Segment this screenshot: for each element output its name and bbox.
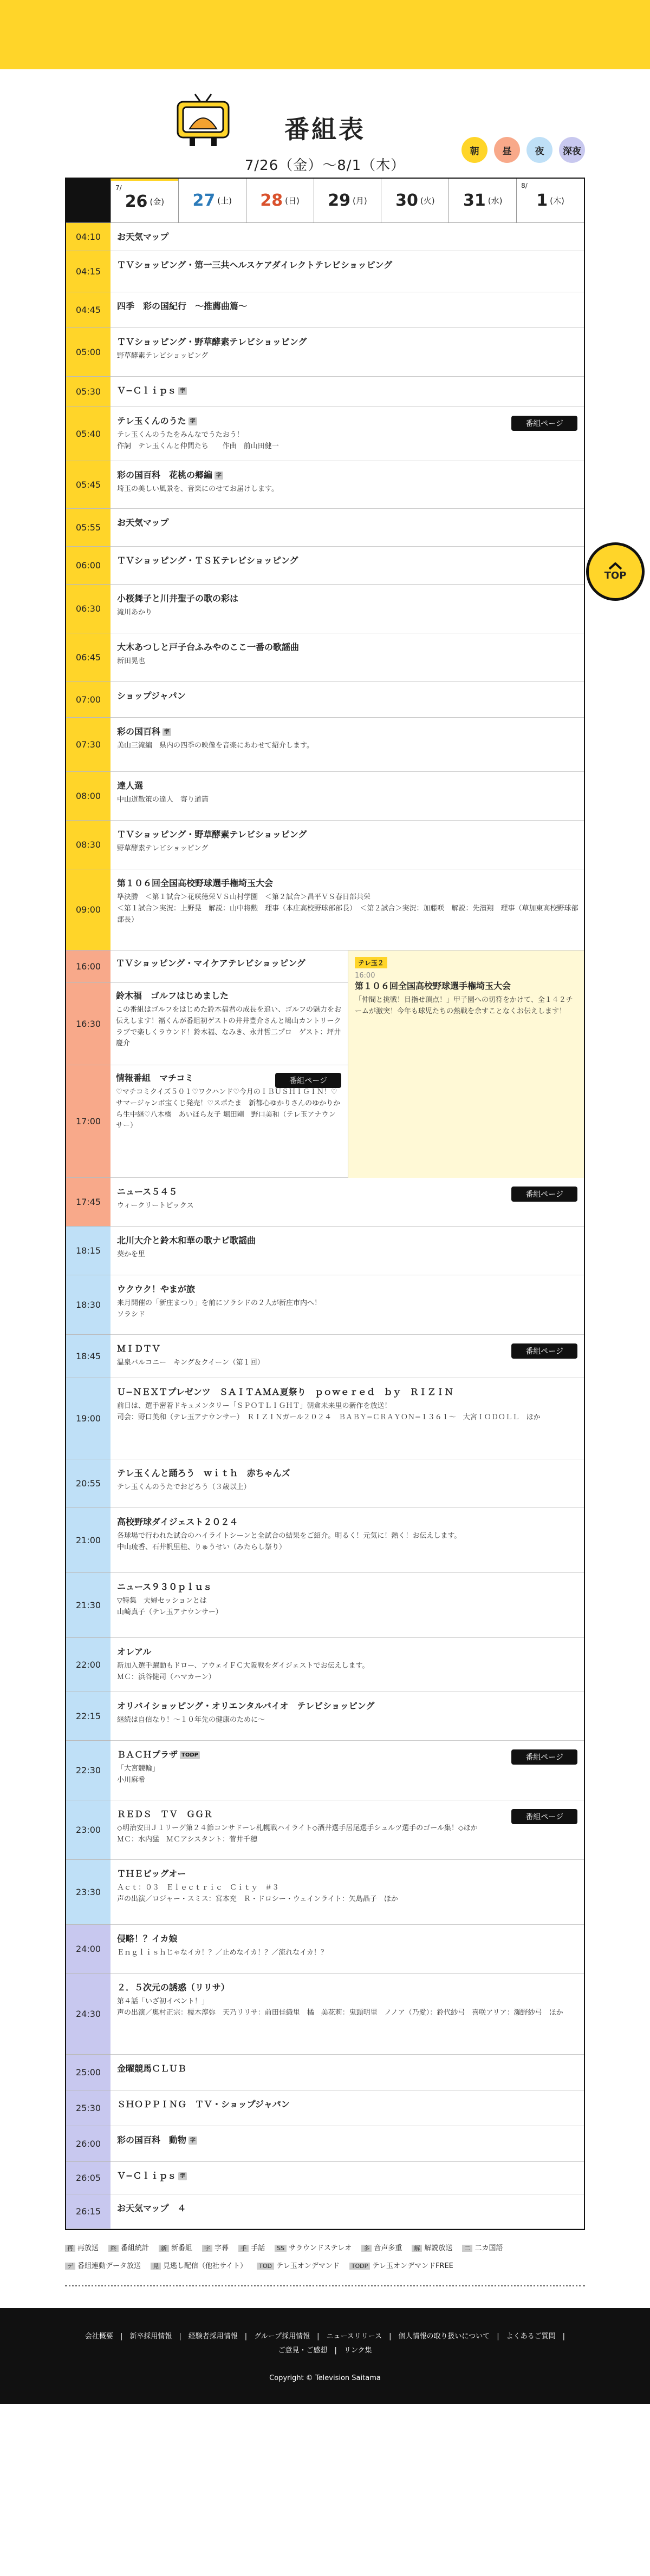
legend-item <box>349 2259 453 2275</box>
time-cell: 04:15 <box>66 251 110 292</box>
program-desc: 野草酵素テレビショッピング <box>117 844 209 853</box>
program-item[interactable] <box>110 1275 584 1335</box>
program-title: 大木あつしと戸子台ふみやのここ一番の歌謡曲 <box>117 642 300 652</box>
program-page-button[interactable]: 番組ページ <box>511 1187 577 1202</box>
legend-badge: 手 <box>238 2245 249 2252</box>
legend-item <box>361 2241 402 2257</box>
program-title: ウクウク！やまが旅 <box>117 1284 196 1294</box>
program-desc: 中山道散策の達人 寄り道篇 <box>117 796 209 804</box>
time-cell: 23:00 <box>66 1800 110 1860</box>
legend-item <box>238 2241 265 2257</box>
day-weekday: (火) <box>420 196 435 206</box>
time-cell: 06:00 <box>66 547 110 585</box>
time-cell: 19:00 <box>66 1378 110 1459</box>
day-number: 29 <box>328 191 351 210</box>
program-item[interactable] <box>110 251 584 292</box>
date-range: 7/26（金）〜8/1（木） <box>244 158 406 174</box>
program-title: ＴＶショッピング・マイケアテレビショッピング <box>116 958 306 968</box>
day-weekday: (水) <box>487 196 503 206</box>
program-item[interactable] <box>110 1860 584 1925</box>
program-title: Ｕ−ＮＥＸＴプレゼンツ ＳＡＩＴＡＭＡ夏祭り ｐｏｗｅｒｅｄ ｂｙ ＲＩＺＩＮ <box>117 1387 453 1397</box>
legend-item <box>257 2259 340 2275</box>
program-title: ２．５次元の誘惑（リリサ） <box>117 1982 230 1992</box>
program-title: オリバイショッピング・オリエンタルバイオ テレビショッピング <box>117 1701 375 1711</box>
program-title: ＴＨＥビッグオー <box>117 1869 186 1879</box>
day-weekday: (金) <box>150 197 165 207</box>
time-cell: 06:45 <box>66 633 110 682</box>
program-item[interactable] <box>110 633 584 682</box>
tod-button[interactable]: 夜 <box>526 137 552 163</box>
legend-item <box>65 2259 141 2275</box>
legend-item <box>202 2241 229 2257</box>
program-title: ニュース９３０ｐｌｕｓ <box>117 1582 212 1592</box>
day-number: 27 <box>192 191 216 210</box>
program-desc: 第４話「いざ初イベント！」 声の出演／奥村正宗：榎木淳弥 天乃リリサ：前田佳織里 橘 美花莉：鬼頭明里 ノノア（乃愛）：鈴代紗弓 喜咲アリア：瀬野紗弓 ほか <box>117 1997 563 2017</box>
time-cell: 05:45 <box>66 461 110 509</box>
day-weekday: (木) <box>550 196 564 206</box>
time-cell: 22:00 <box>66 1638 110 1692</box>
program-page-button[interactable]: 番組ページ <box>275 1073 341 1088</box>
time-cell: 21:30 <box>66 1573 110 1638</box>
program-title: お天気マップ <box>117 517 169 528</box>
program-title: 情報番組 マチコミ <box>116 1073 194 1083</box>
legend-label: 見逃し配信（他社サイト） <box>163 2262 248 2270</box>
program-title: テレ玉くんのうた 字 <box>117 415 578 428</box>
program-desc: 継続は自信なり！〜１０年先の健康のために〜 <box>117 1716 265 1724</box>
program-item[interactable] <box>110 461 584 509</box>
program-title: 彩の国百科 字 <box>117 725 578 738</box>
program-item[interactable] <box>110 1925 584 1974</box>
tod-button[interactable]: 深夜 <box>559 137 585 163</box>
program-desc: 葵かを里 <box>117 1250 146 1258</box>
legend-badge: 字 <box>202 2245 212 2252</box>
time-cell: 05:55 <box>66 509 110 547</box>
legend-badge: 再 <box>65 2245 75 2252</box>
time-cell: 07:30 <box>66 718 110 772</box>
program-desc: 前日は、選手密着ドキュメンタリー「ＳＰＯＴＬＩＧＨＴ」朝倉未来里の新作を放送！ 司会：野口美和（テレ玉アナウンサー） ＲＩＺＩＮガール２０２４ ＢＡＢＹ−ＣＲＡＹＯＮ−１３６１〜 大宮ＩＯＤＯＬＬ ほか <box>117 1402 541 1421</box>
legend-badge: TODP <box>349 2263 370 2270</box>
program-item[interactable] <box>110 1065 348 1178</box>
legend-badge: 二 <box>462 2245 472 2252</box>
legend-item <box>151 2259 247 2275</box>
legend-badge: デ <box>65 2263 75 2270</box>
footer <box>0 2308 650 2404</box>
program-desc: 「大宮競輪」 小川麻希 <box>117 1765 160 1784</box>
program-item[interactable] <box>110 1459 584 1508</box>
program-title: ＲＥＤＳ ＴＶ ＧＧＲ <box>117 1809 213 1819</box>
program-item[interactable] <box>110 292 584 328</box>
time-cell: 07:00 <box>66 682 110 718</box>
chevron-up-icon <box>608 562 622 570</box>
time-cell: 23:30 <box>66 1860 110 1925</box>
legend-label: 番組統計 <box>121 2244 150 2252</box>
time-cell: 20:55 <box>66 1459 110 1508</box>
program-title: 彩の国百科 花桃の郷編 字 <box>117 469 578 482</box>
program-item[interactable] <box>110 509 584 547</box>
top-band <box>0 0 650 69</box>
program-title: 達人選 <box>117 781 144 791</box>
time-cell: 09:00 <box>66 869 110 951</box>
program-desc: Ａｃｔ：０３ Ｅｌｅｃｔｒｉｃ Ｃｉｔｙ ＃３ 声の出演／ロジャー・スミス：宮本充 Ｒ・ドロシー・ウェインライト：矢島晶子 ほか <box>117 1884 398 1903</box>
day-month: 8/ <box>521 182 528 189</box>
legend-label: 番組連動データ放送 <box>77 2262 141 2270</box>
day-number: 28 <box>260 191 283 210</box>
program-desc: ◇明治安田Ｊ１リーグ第２４節コンサドーレ札幌戦ハイライト◇酒井選手居尾選手シュルツ選手のゴール集！◇ほか ＭＣ：水内猛 ＭＣアシスタント：菅井千穂 <box>117 1824 478 1844</box>
program-title: ショップジャパン <box>117 691 186 701</box>
legend-item <box>275 2241 352 2257</box>
program-title: 金曜競馬ＣＬＵＢ <box>117 2063 187 2074</box>
program-desc: 来月開催の「新庄まつり」を前にソラシドの２人が新庄市内へ！ ソラシド <box>117 1299 322 1319</box>
program-item[interactable] <box>110 328 584 377</box>
legend-label: テレ玉オンデマンド <box>276 2262 340 2270</box>
day-tab[interactable] <box>314 179 381 222</box>
program-desc: 新加入選手躍動もドロー、アウェイＦＣ大阪戦をダイジェストでお伝えします。 ＭＣ：浜谷健司（ハマカーン） <box>117 1662 369 1681</box>
time-cell: 18:30 <box>66 1275 110 1335</box>
program-title: ＳＨＯＰＰＩＮＧ ＴＶ・ショップジャパン <box>117 2099 290 2109</box>
sub-channel-panel[interactable] <box>348 951 584 1178</box>
program-item[interactable] <box>110 1638 584 1692</box>
program-item[interactable] <box>110 1227 584 1275</box>
legend-label: 音声多重 <box>374 2244 402 2252</box>
legend-label: 二カ国語 <box>474 2244 503 2252</box>
legend-item <box>412 2241 452 2257</box>
day-tab[interactable] <box>178 179 246 222</box>
program-title: ＢＡＣＨプラザ TODP <box>117 1748 578 1761</box>
program-item[interactable] <box>110 951 348 983</box>
legend-label: 再放送 <box>77 2244 99 2252</box>
program-item[interactable] <box>110 1335 584 1378</box>
legend-label: サラウンドステレオ <box>289 2244 352 2252</box>
program-title: テレ玉くんと踊ろう ｗｉｔｈ 赤ちゃんズ <box>117 1468 290 1478</box>
program-title: ＴＶショッピング・第一三共ヘルスケアダイレクトテレビショッピング <box>117 260 393 270</box>
program-item[interactable] <box>110 2194 584 2229</box>
time-cell: 25:00 <box>66 2055 110 2090</box>
legend-badge: SS <box>275 2245 287 2252</box>
day-weekday: (土) <box>217 196 232 206</box>
page-header <box>65 69 585 178</box>
program-title: 四季 彩の国紀行 〜推薦曲篇〜 <box>117 301 248 311</box>
legend-badge: 多 <box>361 2245 372 2252</box>
program-item[interactable] <box>110 585 584 633</box>
program-desc: ♡マチコミクイズ５０１♡ワクハンド♡今月のＩＢＵＳＨＩＧＩＮ！♡サマージャンボ宝くじ発売！♡スポたま 新都心ゆかりさんのゆかりから生中継♡八木橋 あいほら友子 堀田剛 野口美和（テレ玉アナウンサー） <box>116 1088 341 1130</box>
time-cell: 26:00 <box>66 2126 110 2162</box>
legend-badge: 解 <box>412 2245 422 2252</box>
time-of-day-nav <box>461 137 585 163</box>
day-number: 1 <box>536 191 548 210</box>
program-title: ＭＩＤＴＶ <box>117 1343 161 1354</box>
time-cell: 08:00 <box>66 772 110 821</box>
program-desc: 温泉バルコニー キング＆クイーン（第１回） <box>117 1359 264 1367</box>
program-title: ＴＶショッピング・野草酵素テレビショッピング <box>117 829 307 840</box>
day-number: 26 <box>125 192 148 211</box>
program-title: Ｖ−Ｃｌｉｐｓ 字 <box>117 2169 578 2182</box>
program-desc: Ｅｎｇｌｉｓｈじゃなイカ！？／止めなイカ！？／流れなイカ！？ <box>117 1949 328 1957</box>
program-item[interactable] <box>110 1692 584 1741</box>
tod-button[interactable]: 昼 <box>494 137 520 163</box>
program-badge: 字 <box>188 2136 197 2145</box>
day-tab[interactable] <box>246 179 314 222</box>
program-desc: 各球場で行われた試合のハイライトシーンと全試合の結果をご紹介。明るく！元気に！熱く！お伝えします。 中山琉香、石井帆里桂、りゅうせい（みたらし祭り） <box>117 1532 461 1551</box>
program-title: 侵略！？イカ娘 <box>117 1933 178 1944</box>
legend-item <box>159 2241 192 2257</box>
sub-channel-time: 16:00 <box>355 972 375 980</box>
program-item[interactable] <box>110 1573 584 1638</box>
time-cell: 26:05 <box>66 2162 110 2194</box>
day-weekday: (月) <box>353 196 367 206</box>
program-item[interactable] <box>110 2055 584 2090</box>
time-cell: 26:15 <box>66 2194 110 2229</box>
program-item[interactable] <box>110 223 584 251</box>
program-title: 小桜舞子と川井聖子の歌の彩は <box>117 593 239 604</box>
time-cell: 18:15 <box>66 1227 110 1275</box>
program-item[interactable] <box>110 1508 584 1573</box>
program-desc: この番組はゴルフをはじめた鈴木福君の成長を追い、ゴルフの魅力をお伝えします！福くんが番組初ゲストの井井豊介さんと鳩山カントリークラブで楽しくラウンド！鈴木福、なみき、永井哲二プロ ゲスト：坪井慶介 <box>116 1006 342 1048</box>
program-badge: 字 <box>214 471 223 480</box>
program-item[interactable] <box>110 983 348 1065</box>
program-desc: 埼玉の美しい風景を、音楽にのせてお届けします。 <box>117 485 278 493</box>
program-desc: ウィークリートピックス <box>117 1202 194 1210</box>
program-item[interactable] <box>110 2126 584 2162</box>
sub-channel-tag: テレ玉２ <box>355 957 387 968</box>
program-page-button[interactable]: 番組ページ <box>511 1809 577 1824</box>
time-cell: 24:00 <box>66 1925 110 1974</box>
program-item[interactable] <box>110 682 584 718</box>
program-item[interactable] <box>110 869 584 951</box>
program-item[interactable] <box>110 1974 584 2055</box>
day-tabs <box>66 179 584 223</box>
page-title: 番組表 <box>284 115 366 144</box>
time-cell: 16:00 <box>66 951 110 983</box>
program-item[interactable] <box>110 2162 584 2194</box>
time-cell: 06:30 <box>66 585 110 633</box>
time-cell: 18:45 <box>66 1335 110 1378</box>
legend-label: 解説放送 <box>424 2244 453 2252</box>
time-cell: 22:15 <box>66 1692 110 1741</box>
back-to-top-label: TOP <box>604 569 627 581</box>
day-month: 7/ <box>115 184 122 192</box>
program-desc: 新田晃也 <box>117 657 146 665</box>
legend-item <box>462 2241 503 2257</box>
program-desc: 滝川あかり <box>117 608 153 617</box>
program-title: 彩の国百科 動物 字 <box>117 2134 578 2147</box>
time-cell: 05:40 <box>66 407 110 461</box>
day-weekday: (日) <box>285 196 300 206</box>
program-title: ＴＶショッピング・ＴＳＫテレビショッピング <box>117 555 298 566</box>
program-desc: 準決勝 ＜第１試合＞花咲徳栄ＶＳ山村学園 ＜第２試合＞昌平ＶＳ春日部共栄 ＜第１試合＞実況：上野晃 解説：山中将勲 理事（本庄高校野球部部長） ＜第２試合＞実況：加藤咲 解説：先濱翔 理事（草加東高校野球部部長） <box>117 893 578 924</box>
legend-label: 手話 <box>251 2244 265 2252</box>
tod-button[interactable]: 朝 <box>461 137 487 163</box>
time-cell: 05:30 <box>66 377 110 407</box>
time-cell: 04:45 <box>66 292 110 328</box>
sub-channel-desc: 「仲間と挑戦！目指せ頂点！」甲子園への切符をかけて、全１４２チームが激突！今年も球児たちの熱戦を余すことなくお伝えします！ <box>355 996 573 1015</box>
time-cell: 05:00 <box>66 328 110 377</box>
program-item[interactable] <box>110 718 584 772</box>
program-title: お天気マップ <box>117 232 169 242</box>
program-badge: 字 <box>162 728 171 736</box>
schedule-grid <box>65 178 585 2230</box>
program-item[interactable] <box>110 1741 584 1800</box>
program-title: Ｖ−Ｃｌｉｐｓ 字 <box>117 384 578 397</box>
time-cell: 21:00 <box>66 1508 110 1573</box>
program-page-button[interactable]: 番組ページ <box>511 1749 577 1765</box>
program-desc: テレ玉くんのうたでおどろう（３歳以上） <box>117 1483 251 1491</box>
program-title: ニュース５４５ <box>117 1187 178 1197</box>
program-title: 高校野球ダイジェスト２０２４ <box>117 1517 238 1527</box>
legend-label: 字幕 <box>214 2244 229 2252</box>
program-page-button[interactable]: 番組ページ <box>511 1343 577 1359</box>
legend <box>65 2241 585 2274</box>
legend-item <box>65 2241 99 2257</box>
back-to-top-button[interactable] <box>586 542 645 601</box>
program-title: ＴＶショッピング・野草酵素テレビショッピング <box>117 337 307 347</box>
time-cell: 16:30 <box>66 983 110 1065</box>
program-badge: 字 <box>178 387 187 395</box>
program-desc: テレ玉くんのうたをみんなでうたおう！ 作詞 テレ玉くんと仲間たち 作曲 前山田健一 <box>117 431 279 450</box>
legend-badge: TOD <box>257 2263 274 2270</box>
legend-item <box>108 2241 149 2257</box>
program-desc: 野草酵素テレビショッピング <box>117 352 209 360</box>
day-tab[interactable] <box>448 179 516 222</box>
day-number: 30 <box>395 191 418 210</box>
time-cell: 04:10 <box>66 223 110 251</box>
day-tab[interactable] <box>516 179 584 222</box>
program-badge: 字 <box>188 417 197 425</box>
program-title: 第１０６回全国高校野球選手権埼玉大会 <box>117 878 274 888</box>
legend-badge: 終 <box>108 2245 119 2252</box>
program-item[interactable] <box>110 407 584 461</box>
time-cell: 24:30 <box>66 1974 110 2055</box>
day-number: 31 <box>463 191 486 210</box>
time-cell: 08:30 <box>66 821 110 869</box>
program-item[interactable] <box>110 1378 584 1459</box>
program-item[interactable] <box>110 377 584 407</box>
day-tab[interactable] <box>381 179 448 222</box>
legend-label: 新番組 <box>171 2244 193 2252</box>
time-cell: 25:30 <box>66 2090 110 2126</box>
program-desc: 美山三滝編 県内の四季の映像を音楽にあわせて紹介します。 <box>117 742 314 750</box>
program-badge: TODP <box>180 1751 200 1759</box>
time-cell: 17:45 <box>66 1178 110 1227</box>
footer-links[interactable]: 会社概要 | 新卒採用情報 | 経験者採用情報 | グループ採用情報 | ニュースリリース | 個人情報の取り扱いについて | よくあるご質問 | ご意見・ご感想 | リンク集 <box>84 2332 566 2355</box>
time-cell: 17:00 <box>66 1065 110 1178</box>
program-title: 北川大介と鈴木和華の歌ナビ歌謡曲 <box>117 1235 256 1246</box>
program-item[interactable] <box>110 1178 584 1227</box>
legend-badge: 見 <box>151 2263 161 2270</box>
program-title: オレアル <box>117 1647 152 1657</box>
program-title: お天気マップ ４ <box>117 2203 186 2213</box>
program-page-button[interactable]: 番組ページ <box>511 416 577 431</box>
time-cell: 22:30 <box>66 1741 110 1800</box>
grid-corner <box>66 179 110 222</box>
program-item[interactable] <box>110 547 584 585</box>
legend-badge: 新 <box>159 2245 169 2252</box>
program-desc: ▽特集 夫婦セッションとは 山崎真子（テレ玉アナウンサー） <box>117 1597 223 1616</box>
program-item[interactable] <box>110 2090 584 2126</box>
copyright: Copyright © Television Saitama <box>269 2374 381 2383</box>
program-item[interactable] <box>110 821 584 869</box>
divider <box>65 2285 585 2286</box>
legend-label: テレ玉オンデマンドFREE <box>372 2262 453 2270</box>
program-item[interactable] <box>110 772 584 821</box>
sub-channel-title: 第１０６回全国高校野球選手権埼玉大会 <box>355 981 511 991</box>
day-tab[interactable] <box>110 179 178 222</box>
program-item[interactable] <box>110 1800 584 1860</box>
program-badge: 字 <box>178 2172 187 2180</box>
program-title: 鈴木福 ゴルフはじめました <box>116 991 229 1001</box>
